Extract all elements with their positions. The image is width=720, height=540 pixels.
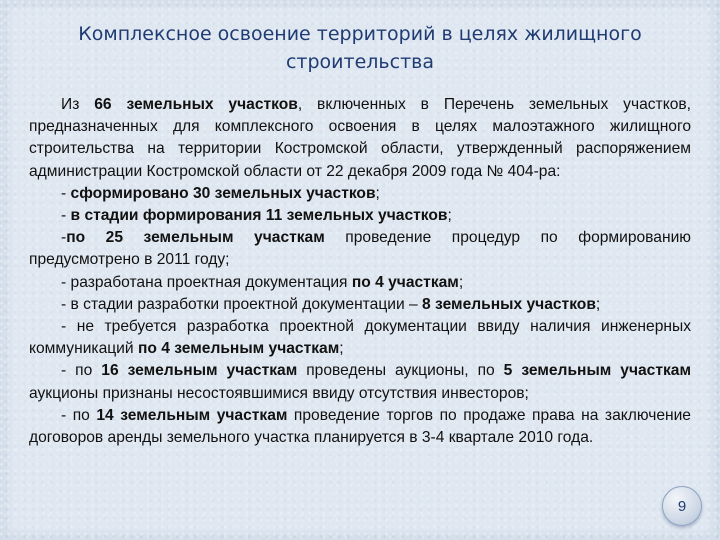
item-bold: 8 земельных участков (422, 295, 596, 313)
list-item (29, 183, 691, 205)
item-bold: 14 земельным участкам (96, 406, 288, 424)
list-item (29, 205, 691, 227)
list-item (29, 405, 691, 449)
list-item (29, 360, 691, 404)
item-bold: по 4 участкам (351, 273, 459, 291)
item-bold: в стадии формирования 11 земельных участков (70, 207, 448, 225)
item-bold: 16 земельным участкам (101, 362, 298, 380)
item-text: - (61, 184, 71, 202)
intro-paragraph (29, 94, 691, 183)
item-text: проведены аукционы, по (297, 362, 504, 380)
item-bold: по 4 земельным участкам (137, 340, 340, 358)
item-text: ; (339, 340, 344, 358)
item-text: - по (61, 406, 97, 424)
item-text: - в стадии разработки проектной документации – (61, 295, 423, 313)
item-text: - (61, 207, 71, 225)
item-text: ; (595, 295, 601, 313)
item-text: проведение процедур по формированию предусмотрено в 2011 году; (29, 229, 691, 269)
item-text: - (61, 229, 67, 247)
intro-text-2: , включенных в Перечень земельных участков, предназначенных для комплексного освоения в целях малоэтажного жилищного строительства на территории Костромской области, утвержденный распоряжением администрации Костромской области от 22 декабря 2009 года № 404-ра: (29, 96, 691, 180)
item-text: ; (375, 184, 380, 202)
slide-body-text (29, 94, 691, 449)
intro-bold: 66 земельных участков (94, 96, 298, 113)
item-bold: по 25 земельным участкам (66, 229, 325, 247)
slide-title: Комплексное освоение территорий в целях жилищного строительства (78, 23, 642, 73)
page-number-badge: 9 (662, 486, 702, 526)
list-item (29, 316, 691, 360)
item-text: - разработана проектная документация (61, 273, 352, 291)
item-text: ; (447, 207, 452, 225)
item-text: проведение торгов по продаже права на заключение договоров аренды земельного участка планируется в 3-4 квартале 2010 года. (29, 406, 691, 447)
item-bold: 5 земельным участкам (503, 362, 691, 380)
item-text: аукционы признаны несостоявшимися ввиду отсутствия инвесторов; (29, 384, 529, 402)
item-text: - по (61, 362, 102, 380)
list-item (29, 227, 691, 271)
item-text: - не требуется разработка проектной документации ввиду наличия инженерных коммуникаций (29, 318, 691, 358)
item-bold: сформировано 30 земельных участков (70, 184, 376, 202)
intro-text-1: Из (61, 96, 95, 113)
list-item (29, 294, 691, 316)
list-item (29, 272, 691, 294)
item-text: ; (458, 273, 464, 291)
